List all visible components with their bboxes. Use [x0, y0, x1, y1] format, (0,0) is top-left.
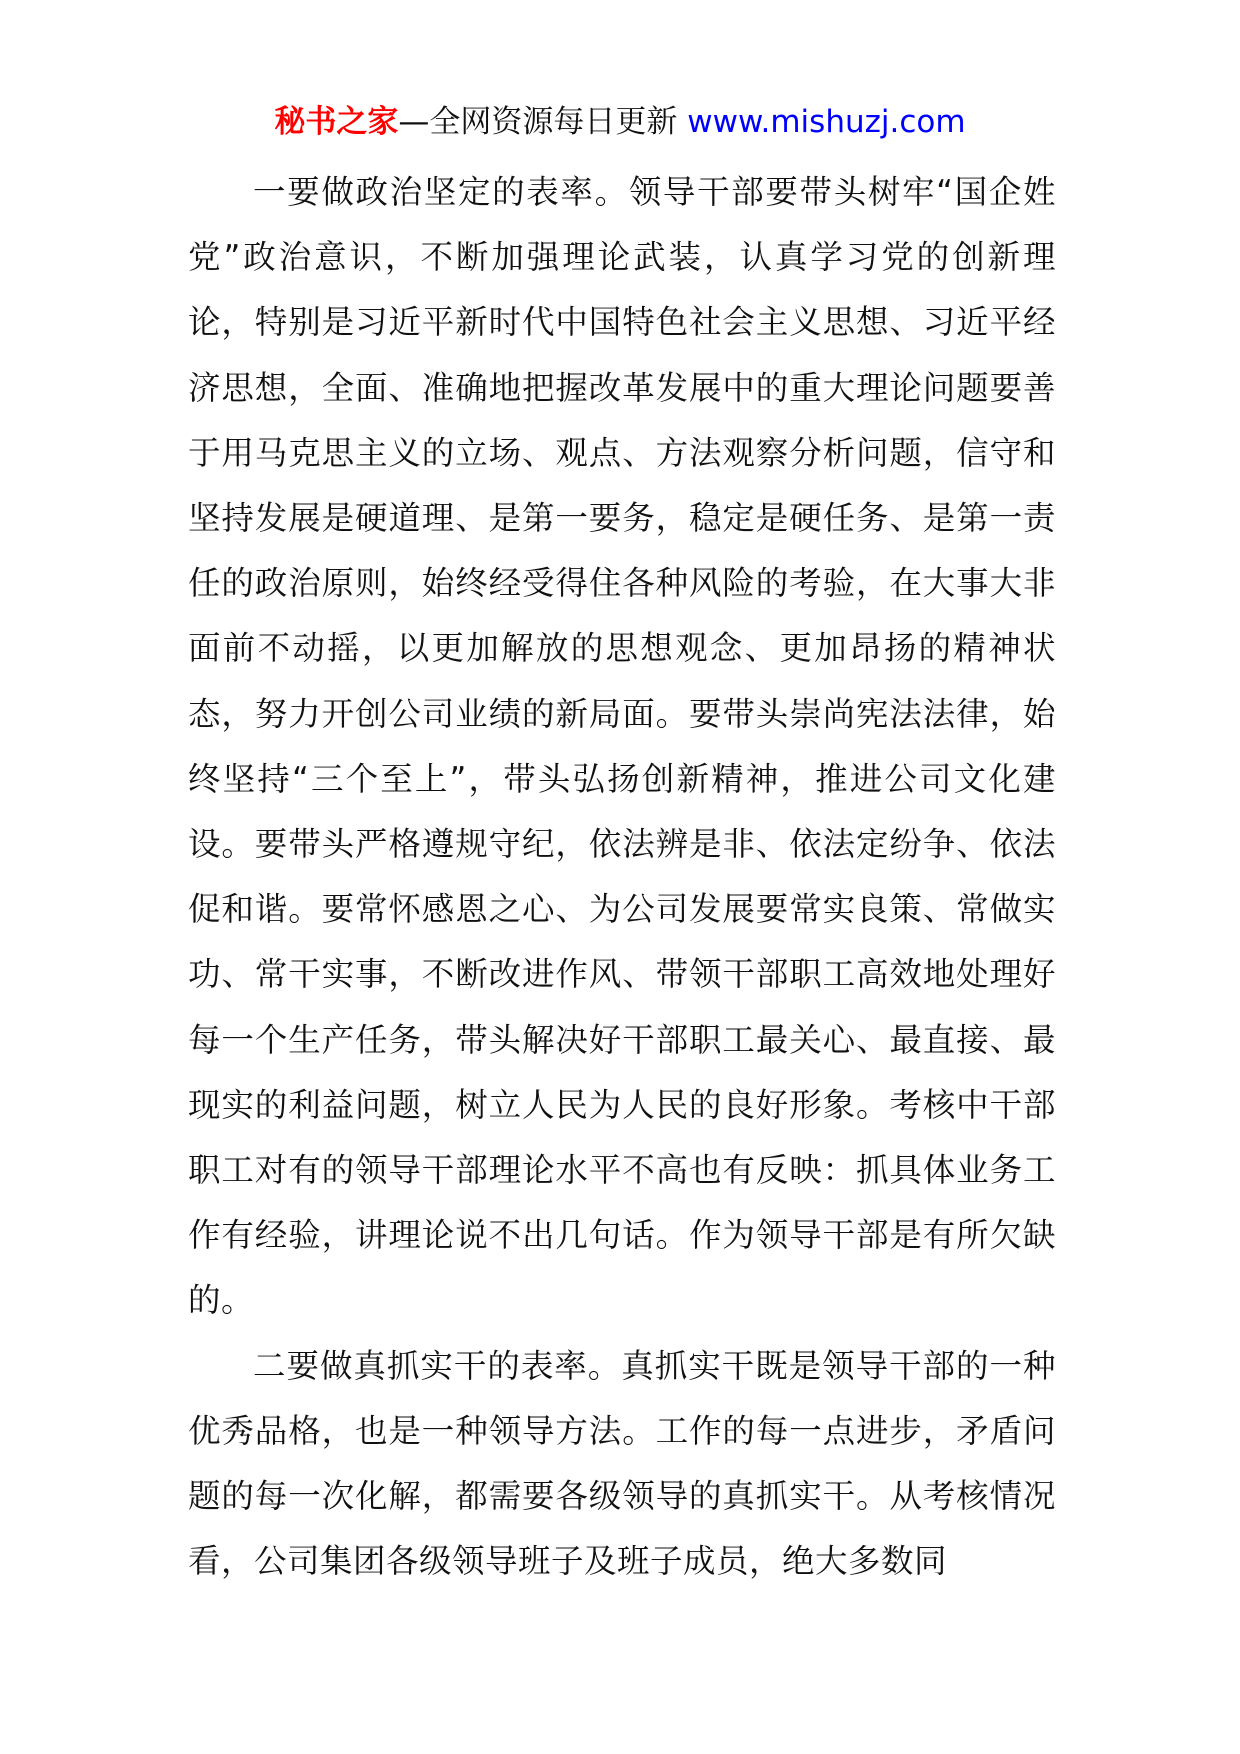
paragraph-2: 二要做真抓实干的表率。真抓实干既是领导干部的一种优秀品格，也是一种领导方法。工作的每一点进步，矛盾问题的每一次化解，都需要各级领导的真抓实干。从考核情况看，公司集团各级领导班子及班子成员，绝大多数同 — [188, 1346, 1056, 1581]
watermark-header — [0, 100, 1240, 144]
paragraph-1: 一要做政治坚定的表率。领导干部要带头树牢“国企姓党”政治意识，不断加强理论武装，认真学习党的创新理论，特别是习近平新时代中国特色社会主义思想、习近平经济思想，全面、准确地把握改革发展中的重大理论问题要善于用马克思主义的立场、观点、方法观察分析问题，信守和坚持发展是硬道理、是第一要务，稳定是硬任务、是第一责任的政治原则，始终经受得住各种风险的考验，在大事大非面前不动摇，以更加解放的思想观念、更加昂扬的精神状态，努力开创公司业绩的新局面。要带头崇尚宪法法律，始终坚持“三个至上”，带头弘扬创新精神，推进公司文化建设。要带头严格遵规守纪，依法辨是非、依法定纷争、依法促和谐。要常怀感恩之心、为公司发展要常实良策、常做实功、常干实事，不断改进作风、带领干部职工高效地处理好每一个生产任务，带头解决好干部职工最关心、最直接、最现实的利益问题，树立人民为人民的良好形象。考核中干部职工对有的领导干部理论水平不高也有反映：抓具体业务工作有经验，讲理论说不出几句话。作为领导干部是有所欠缺的。 — [188, 173, 1056, 1320]
header-tagline: —全网资源每日更新 — [398, 104, 678, 140]
document-body — [188, 160, 1056, 1594]
brand-name: 秘书之家 — [274, 104, 399, 140]
site-url[interactable]: www.mishuzj.com — [687, 104, 966, 140]
